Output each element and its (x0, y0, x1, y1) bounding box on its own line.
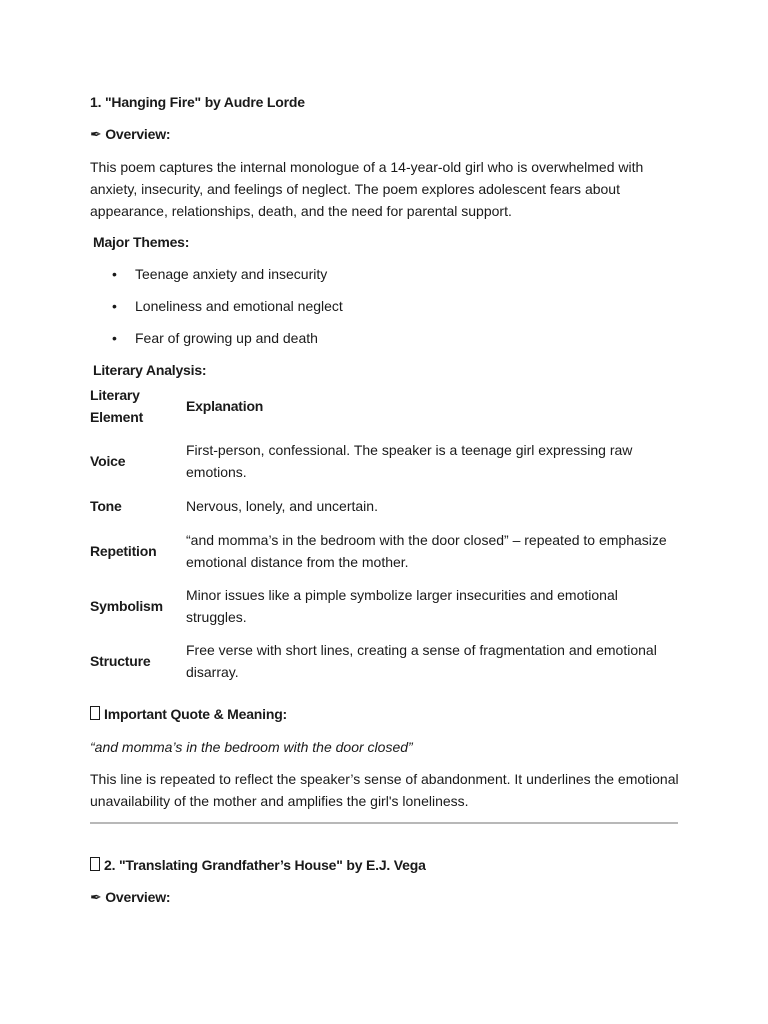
section-title-translating: 2. "Translating Grandfather’s House" by E.J. Vega (90, 855, 680, 887)
table-cell-element: Repetition (90, 543, 157, 559)
table-row (90, 428, 680, 494)
table-header-row (90, 384, 680, 428)
table-cell-explanation: Free verse with short lines, creating a sense of fragmentation and emotional disarray. (186, 642, 657, 680)
quote-meaning: This line is repeated to reflect the speaker’s sense of abandonment. It underlines the emotional unavailability of the mother and amplifies the girl's loneliness. (90, 771, 679, 809)
table-cell-element: Voice (90, 453, 126, 469)
list-item: • Loneliness and emotional neglect (112, 298, 343, 314)
table-header-explanation: Explanation (186, 398, 264, 414)
pen-icon: ✒ (90, 126, 102, 142)
analysis-table (90, 384, 680, 694)
table-cell-element: Tone (90, 498, 122, 514)
table-row (90, 494, 680, 518)
table-row (90, 628, 680, 694)
missing-glyph-icon (90, 706, 100, 720)
bullet-icon: • (112, 298, 117, 314)
table-cell-element: Symbolism (90, 598, 163, 614)
overview-heading: ✒ Overview: (90, 126, 171, 142)
table-cell-explanation: Nervous, lonely, and uncertain. (186, 498, 378, 514)
table-cell-element: Structure (90, 653, 151, 669)
table-cell-explanation: “and momma’s in the bedroom with the door closed” – repeated to emphasize emotional distance from the mother. (186, 532, 667, 570)
overview-text: This poem captures the internal monologue of a 14-year-old girl who is overwhelmed with anxiety, insecurity, and feelings of neglect. The poem explores adolescent fears about appearance, relationships, death, and the need for parental support. (90, 159, 644, 219)
analysis-heading: Literary Analysis: (93, 362, 207, 378)
quote-text: “and momma’s in the bedroom with the door closed” (90, 739, 413, 755)
bullet-icon: • (112, 266, 117, 282)
themes-list (90, 264, 680, 360)
table-cell-explanation: First-person, confessional. The speaker is a teenage girl expressing raw emotions. (186, 442, 633, 480)
table-row (90, 584, 680, 628)
section-title-hanging-fire: 1. "Hanging Fire" by Audre Lorde (90, 94, 305, 110)
bullet-icon: • (112, 330, 117, 346)
list-item: • Fear of growing up and death (112, 330, 318, 346)
table-cell-explanation: Minor issues like a pimple symbolize larger insecurities and emotional struggles. (186, 587, 618, 625)
overview-heading-2: ✒ Overview: (90, 889, 171, 905)
list-item: • Teenage anxiety and insecurity (112, 266, 328, 282)
pen-icon: ✒ (90, 889, 102, 905)
document-page (90, 92, 680, 919)
quote-heading: Important Quote & Meaning: (90, 704, 680, 736)
table-row (90, 518, 680, 584)
themes-heading: Major Themes: (93, 234, 190, 250)
section-divider (90, 822, 678, 824)
table-header-element: Literary Element (90, 387, 144, 425)
missing-glyph-icon (90, 857, 100, 871)
